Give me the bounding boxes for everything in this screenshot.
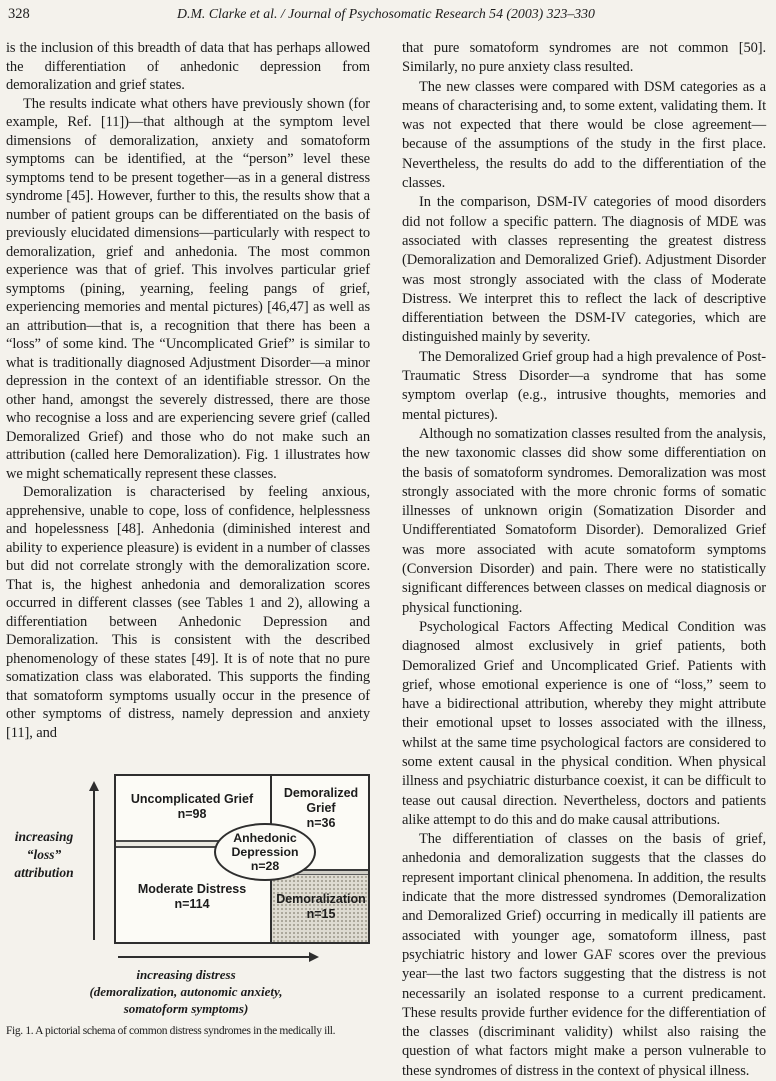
- running-head: D.M. Clarke et al. / Journal of Psychosomatic Research 54 (2003) 323–330: [177, 6, 595, 21]
- paragraph: In the comparison, DSM-IV categories of mood disorders did not follow a specific pattern. The diagnosis of MDE was associated with classes representing the greatest distress (Demoralization and Demoralized Grief). Adjustment Disorder was most strongly associated with the class of Moderate Distress. We interpret this to reflect the lack of descriptive differentiation between the DSM-IV categories, which are distinguished mainly by severity.: [402, 194, 766, 346]
- quadrant-count: n=114: [174, 897, 210, 911]
- figure-caption: Fig. 1. A pictorial schema of common distress syndromes in the medically ill.: [6, 1025, 336, 1037]
- paragraph: The results indicate what others have previously shown (for example, Ref. [11])—that although at the symptom level dimensions of demoralization, anxiety and somatoform symptoms can be identified, at the “person” level these symptoms tend to be present together—as in a general distress syndrome [45]. However, further to this, the results show that a number of patient groups can be differentiated on the basis of previously elucidated dimensions—particularly with respect to demoralization, grief and anhedonia. The most common experience was that of grief. This involves particular grief symptoms (pining, yearning, feeling pangs of grief, experiencing memories and mental pictures) [46,47] as well as an attribution—that is, a recognition that there has been a “loss” of some kind. The “Uncomplicated Grief” is similar to what is traditionally diagnosed Adjustment Disorder—a minor depression in the context of an identifiable stressor. On the other hand, amongst the severely distressed, there are those who recognise a loss and are experiencing severe grief (called Demoralized Grief) and those who do not make such an attribution (called here Demoralization). Fig. 1 illustrates how we might schematically represent these classes.: [6, 95, 370, 482]
- paragraph: The differentiation of classes on the basis of grief, anhedonia and demoralization suggests that the classes do represent important clinical phenomena. In addition, the results indicate that the more distressed syndromes (Demoralization and Demoralized Grief) occurring in medically ill patients are associated with younger age, somatoform illness, past psychiatric history and lower GAF scores over the previous year—the last two factors suggesting that the distress is not necessarily an isolated response to a current predicament. These results provide further evidence for the differentiation of the classes (discriminant validity) whilst also raising the question of what factors might make a person vulnerable to these syndromes of distress in the context of physical illness.: [402, 831, 766, 1079]
- page-header: [6, 6, 766, 26]
- paragraph: Demoralization is characterised by feeling anxious, apprehensive, unable to cope, loss of confidence, helplessness and hopelessness [48]. Anhedonia (diminished interest and ability to experience pleasure) is evident in a number of classes but did not correlate strongly with the demoralization score. That is, the highest anhedonia and demoralization scores occurred in different classes (see Tables 1 and 2), allowing a differentiation between Anhedonic Depression and Demoralization. This is consistent with the described phenomenology of these states [49]. It is of note that no pure somatization class was elaborated. This supports the finding that somatoform symptoms usually occur in the presence of other symptoms of distress, namely depression and anxiety [11], and: [6, 484, 370, 741]
- left-column: [6, 39, 370, 1081]
- paragraph: that pure somatoform syndromes are not common [50]. Similarly, no pure anxiety class resulted.: [402, 40, 766, 76]
- x-axis-line: somatoform symptoms): [123, 1001, 249, 1016]
- paragraph: is the inclusion of this breadth of data that has perhaps allowed the differentiation of anhedonic depression from demoralization and grief states.: [6, 40, 370, 93]
- two-column-body: [6, 39, 766, 1081]
- quadrant-demoralized-grief: [274, 786, 368, 831]
- paragraph: Although no somatization classes resulted from the analysis, the new taxonomic classes did show some differentiation on the basis of somatoform syndromes. Demoralization was most strongly associated with the more chronic forms of somatic illnesses of unknown origin (Somatization Disorder and Undifferentiated Somatoform Disorder). Demoralized Grief was more associated with acute somatoform symptoms (Conversion Disorder) and pain. There were no statistically significant differences between classes on medical diagnosis or physical functioning.: [402, 425, 766, 616]
- x-axis-arrow: [118, 956, 310, 958]
- schema-box: [114, 774, 370, 944]
- quadrant-count: n=98: [177, 807, 207, 821]
- page-number: 328: [8, 6, 30, 22]
- ellipse-count: n=28: [250, 859, 280, 874]
- quadrant-uncomplicated-grief: [116, 792, 268, 822]
- figure-1: [6, 772, 370, 1037]
- quadrant-count: n=36: [306, 816, 336, 830]
- y-axis-line: increasing: [14, 829, 74, 844]
- quadrant-demoralization: [274, 892, 368, 922]
- paragraph: The new classes were compared with DSM categories as a means of characterising and, to some extent, validating them. It was not expected that there would be close agreement—because of the assumptions of the study in the first place. Nevertheless, the results do add to the differentiation of the classes.: [402, 78, 766, 192]
- x-axis-line: increasing distress: [136, 967, 236, 982]
- quadrant-count: n=15: [306, 907, 336, 921]
- y-axis-arrow: [93, 790, 95, 940]
- x-axis-line: (demoralization, autonomic anxiety,: [89, 984, 283, 999]
- y-axis-line: attribution: [14, 865, 74, 880]
- anhedonic-depression-ellipse: [214, 823, 316, 881]
- figure-y-axis-label: [6, 828, 82, 882]
- quadrant-label: Demoralization: [276, 892, 366, 906]
- ellipse-label: Anhedonic Depression: [231, 830, 299, 859]
- paragraph: Psychological Factors Affecting Medical Condition was diagnosed almost exclusively in grief patients, both Demoralized Grief and Uncomplicated Grief. Patients with grief, whose emotional experience is one of “loss,” seem to have a bidirectional attribution, whereby they might attribute their emotional upset to losses associated with the illness, whilst at the same time psychological factors are considered to some extent causal in the physical condition. When physical illness and psychiatric disturbance coexist, it can be difficult to tease out causal direction. Nevertheless, doctors and patients alike attempt to do this and do make causal attributions.: [402, 618, 766, 828]
- y-axis-line: “loss”: [26, 847, 62, 862]
- quadrant-label: Demoralized Grief: [283, 786, 359, 815]
- right-column: [402, 39, 766, 1081]
- quadrant-label: Moderate Distress: [137, 882, 247, 896]
- figure-x-axis-label: [34, 966, 338, 1017]
- paragraph: The Demoralized Grief group had a high prevalence of Post-Traumatic Stress Disorder—a syndrome that has some symptom overlap (e.g., intrusive thoughts, memories and mental pictures).: [402, 348, 766, 423]
- figure-1-canvas: [6, 772, 370, 1022]
- quadrant-moderate-distress: [116, 882, 268, 912]
- quadrant-label: Uncomplicated Grief: [130, 792, 254, 806]
